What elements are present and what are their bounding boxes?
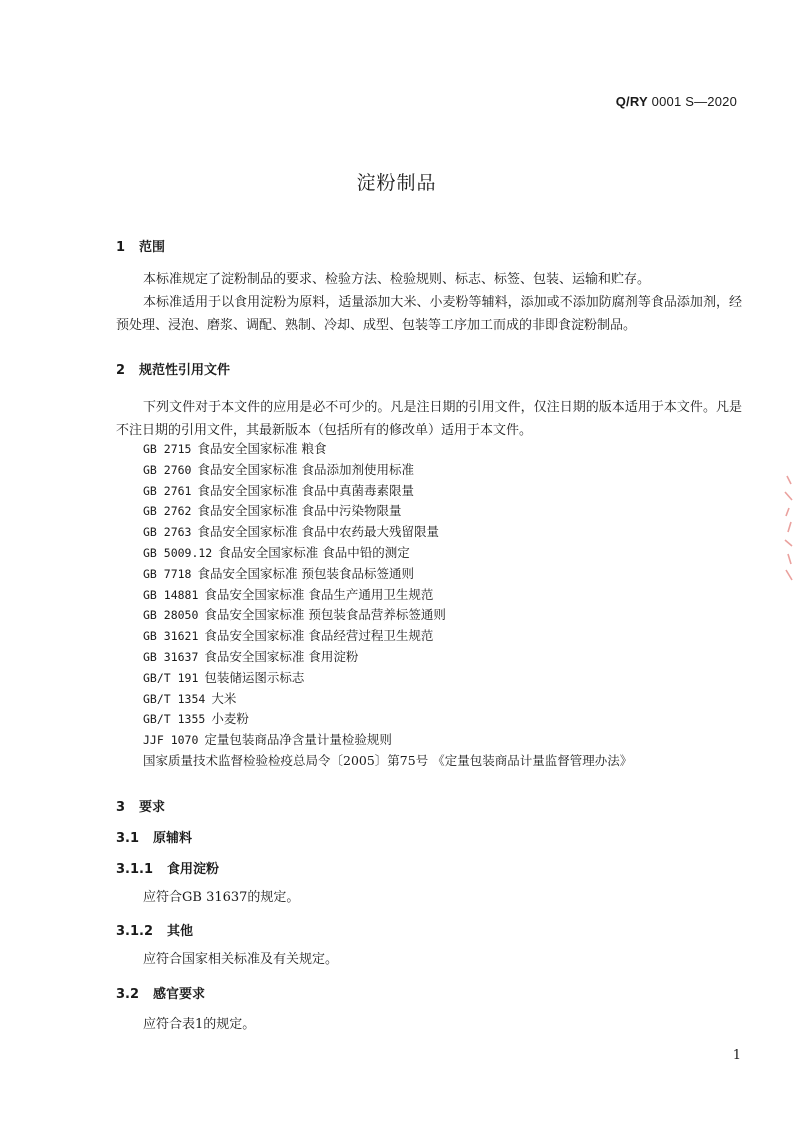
page-number: 1 xyxy=(732,1048,741,1063)
scope-paragraph-1: 本标准规定了淀粉制品的要求、检验方法、检验规则、标志、标签、包装、运输和贮存。 xyxy=(143,272,651,287)
section-title: 原辅料 xyxy=(153,831,193,846)
section-title: 规范性引用文件 xyxy=(139,363,231,378)
section-3-1-2-heading xyxy=(116,920,193,939)
reference-item: GB 31637 食品安全国家标准 食用淀粉 xyxy=(143,648,359,664)
document-title: 淀粉制品 xyxy=(356,172,437,194)
reference-item-gov-order: 国家质量技术监督检验检疫总局令〔2005〕第75号 《定量包装商品计量监督管理办法》 xyxy=(143,752,633,768)
section-number: 3.1.1 xyxy=(116,862,154,877)
section-3-1-1-heading xyxy=(116,858,219,877)
section-title: 感官要求 xyxy=(153,987,206,1002)
seal-stamp-fragment xyxy=(773,470,793,590)
section-title: 范围 xyxy=(139,240,166,255)
section-1-heading xyxy=(116,236,165,255)
reference-item: GB 14881 食品安全国家标准 食品生产通用卫生规范 xyxy=(143,586,434,602)
scope-paragraph-2: 本标准适用于以食用淀粉为原料，适量添加大米、小麦粉等辅料，添加或不添加防腐剂等食品添加剂，经预处理、浸泡、磨浆、调配、熟制、冷却、成型、包装等工序加工而成的非即食淀粉制品。 xyxy=(116,295,742,333)
standard-code xyxy=(616,94,737,109)
reference-item: GB 31621 食品安全国家标准 食品经营过程卫生规范 xyxy=(143,628,434,644)
section-number: 2 xyxy=(116,363,126,378)
standard-code-prefix: Q/RY xyxy=(615,94,648,109)
section-number: 3 xyxy=(116,800,126,815)
reference-item: GB/T 1355 小麦粉 xyxy=(143,711,249,727)
standard-code-suffix: 0001 S—2020 xyxy=(651,94,737,109)
section-2-heading xyxy=(116,359,230,378)
section-title: 其他 xyxy=(167,924,194,939)
section-3-heading xyxy=(116,796,165,815)
reference-item: GB 2762 食品安全国家标准 食品中污染物限量 xyxy=(143,503,402,519)
section-number: 3.1 xyxy=(116,831,140,846)
section-title: 食用淀粉 xyxy=(167,862,220,877)
section-3-1-heading xyxy=(116,827,192,846)
reference-item: GB 2760 食品安全国家标准 食品添加剂使用标准 xyxy=(143,461,414,477)
section-title: 要求 xyxy=(139,800,166,815)
references-intro-paragraph: 下列文件对于本文件的应用是必不可少的。凡是注日期的引用文件，仅注日期的版本适用于本文件。凡是不注日期的引用文件，其最新版本（包括所有的修改单）适用于本文件。 xyxy=(116,400,742,438)
section-number: 3.2 xyxy=(116,987,140,1002)
section-3-1-2-paragraph: 应符合国家相关标准及有关规定。 xyxy=(143,952,339,967)
reference-item: GB 28050 食品安全国家标准 预包装食品营养标签通则 xyxy=(143,607,446,623)
reference-item: GB 2761 食品安全国家标准 食品中真菌毒素限量 xyxy=(143,482,414,498)
section-3-2-heading xyxy=(116,983,205,1002)
reference-item: GB 7718 食品安全国家标准 预包装食品标签通则 xyxy=(143,565,414,581)
reference-item: GB/T 1354 大米 xyxy=(143,690,237,706)
section-number: 3.1.2 xyxy=(116,924,154,939)
reference-list xyxy=(143,439,632,772)
reference-item: GB 5009.12 食品安全国家标准 食品中铅的测定 xyxy=(143,544,410,560)
section-3-1-1-paragraph: 应符合GB 31637的规定。 xyxy=(143,890,300,905)
reference-item: GB 2715 食品安全国家标准 粮食 xyxy=(143,441,327,456)
section-3-2-paragraph: 应符合表1的规定。 xyxy=(143,1017,256,1032)
reference-item: GB/T 191 包装储运图示标志 xyxy=(143,669,305,685)
reference-item: GB 2763 食品安全国家标准 食品中农药最大残留限量 xyxy=(143,524,439,540)
reference-item: JJF 1070 定量包装商品净含量计量检验规则 xyxy=(143,732,392,748)
section-number: 1 xyxy=(116,240,126,255)
